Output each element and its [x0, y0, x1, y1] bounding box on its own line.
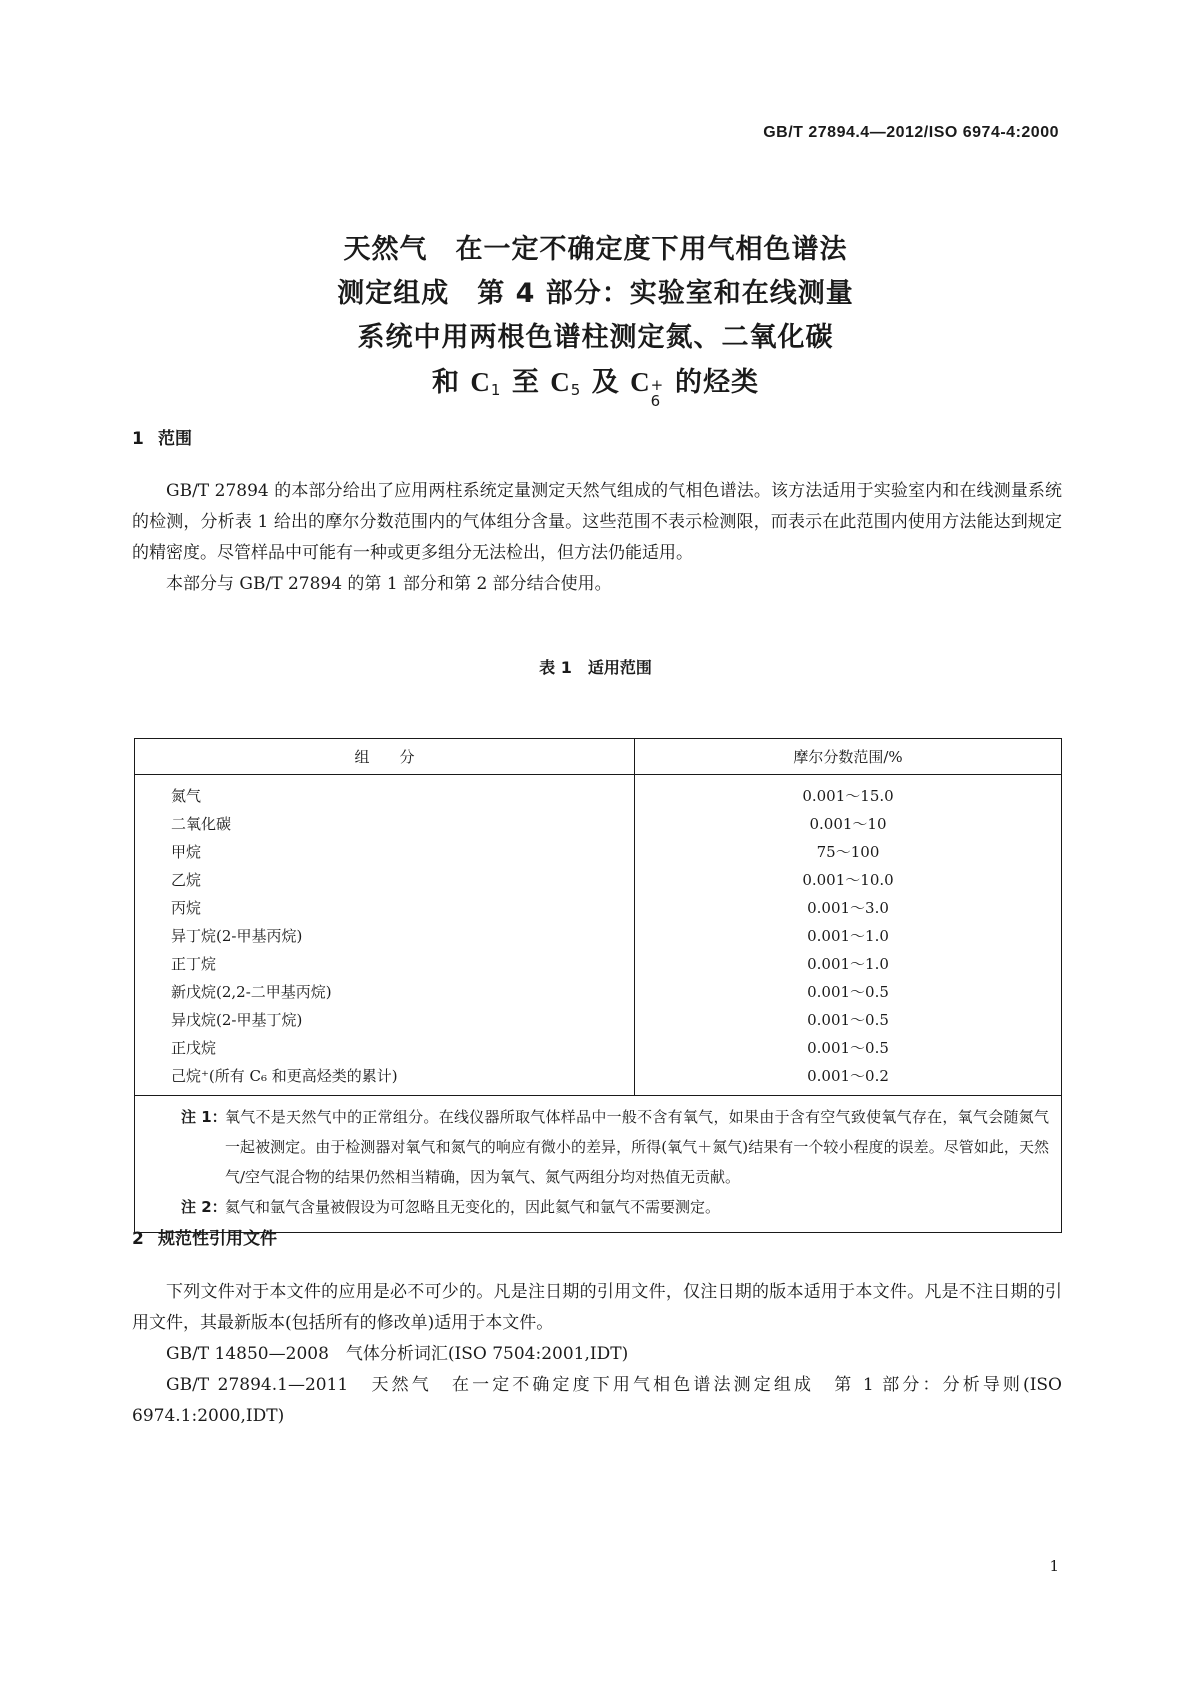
table-row [135, 1033, 1062, 1061]
paragraph: 下列文件对于本文件的应用是必不可少的。凡是注日期的引用文件，仅注日期的版本适用于本文件。凡是不注日期的引用文件，其最新版本(包括所有的修改单)适用于本文件。 [132, 1282, 1062, 1333]
title-text-to: 至 [501, 367, 551, 398]
table-row [135, 865, 1062, 893]
range-cell: 0.001～10.0 [802, 870, 894, 889]
component-cell: 二氧化碳 [135, 809, 635, 837]
range-cell: 0.001～10 [809, 814, 887, 833]
note-text: 氦气和氩气含量被假设为可忽略且无变化的，因此氦气和氩气不需要测定。 [225, 1198, 721, 1216]
table-note-2 [181, 1192, 1049, 1222]
superscript-plus: + [650, 376, 665, 394]
table-notes-row [135, 1096, 1062, 1233]
c6-plus-scripts [650, 375, 665, 410]
table-row [135, 809, 1062, 837]
normative-reference: GB/T 14850—2008 气体分析词汇(ISO 7504:2001,IDT) [166, 1344, 629, 1364]
component-cell: 异戊烷(2-甲基丁烷) [135, 1005, 635, 1033]
component-cell: 乙烷 [135, 865, 635, 893]
component-cell: 异丁烷(2-甲基丙烷) [135, 921, 635, 949]
table-note-1 [181, 1102, 1049, 1192]
component-cell: 氮气 [135, 775, 635, 810]
title-line-3: 系统中用两根色谱柱测定氮、二氧化碳 [357, 322, 834, 353]
range-cell: 0.001～1.0 [807, 926, 889, 945]
section-number: 2 [132, 1229, 144, 1249]
table-caption: 表 1 适用范围 [539, 658, 652, 677]
range-cell: 75～100 [816, 842, 880, 861]
component-cell: 己烷⁺(所有 C₆ 和更高烃类的累计) [135, 1061, 635, 1096]
subscript-5: 5 [570, 381, 582, 399]
page-number: 1 [1049, 1557, 1059, 1575]
range-cell: 0.001～0.5 [807, 1010, 889, 1029]
header-mole-fraction: 摩尔分数范围/% [635, 739, 1062, 775]
table-row [135, 837, 1062, 865]
chem-c6: C [630, 367, 651, 397]
note-label: 注 1： [181, 1108, 227, 1126]
section-title: 规范性引用文件 [158, 1229, 277, 1249]
table-row [135, 1005, 1062, 1033]
section-2-body [132, 1277, 1062, 1432]
paragraph: GB/T 27894 的本部分给出了应用两柱系统定量测定天然气组成的气相色谱法。该方法适用于实验室内和在线测量系统的检测，分析表 1 给出的摩尔分数范围内的气体组分含量。这些范围不表示检测限，而表示在此范围内使用方法能达到规定的精密度。尽管样品中可能有一种或更多组分无法检出，但方法仍能适用。 [132, 481, 1062, 563]
range-cell: 0.001～0.5 [807, 982, 889, 1001]
table-header-row [135, 739, 1062, 775]
table-row [135, 1061, 1062, 1096]
component-cell: 正丁烷 [135, 949, 635, 977]
component-cell: 丙烷 [135, 893, 635, 921]
range-cell: 0.001～0.5 [807, 1038, 889, 1057]
section-2-heading [132, 1224, 277, 1249]
subscript-6: 6 [650, 392, 662, 410]
section-title: 范围 [158, 429, 192, 449]
table-row [135, 977, 1062, 1005]
range-cell: 0.001～1.0 [807, 954, 889, 973]
component-cell: 甲烷 [135, 837, 635, 865]
document-title [0, 228, 1191, 412]
title-line-2: 测定组成 第 4 部分：实验室和在线测量 [337, 278, 854, 309]
table-notes [135, 1096, 1062, 1233]
title-text-and: 和 [431, 367, 471, 398]
table-row [135, 775, 1062, 810]
title-text-and-2: 及 [581, 367, 631, 398]
section-number: 1 [132, 429, 144, 449]
section-1-heading [132, 424, 192, 449]
section-1-body [132, 476, 1062, 600]
note-label: 注 2： [181, 1198, 227, 1216]
paragraph: 本部分与 GB/T 27894 的第 1 部分和第 2 部分结合使用。 [166, 574, 612, 594]
table-row [135, 949, 1062, 977]
chem-c1: C [470, 367, 491, 397]
table-row [135, 893, 1062, 921]
normative-reference: GB/T 27894.1—2011 天然气 在一定不确定度下用气相色谱法测定组成 第 1 部分：分析导则(ISO 6974.1:2000,IDT) [132, 1375, 1062, 1426]
subscript-1: 1 [490, 381, 502, 399]
title-line-4 [0, 360, 1191, 412]
table-row [135, 921, 1062, 949]
note-text: 氧气不是天然气中的正常组分。在线仪器所取气体样品中一般不含有氧气，如果由于含有空气致使氧气存在，氧气会随氮气一起被测定。由于检测器对氧气和氮气的响应有微小的差异，所得(氧气＋氮气)结果有一个较小程度的误差。尽管如此，天然气/空气混合物的结果仍然相当精确，因为氧气、氮气两组分均对热值无贡献。 [225, 1108, 1049, 1186]
standard-code: GB/T 27894.4—2012/ISO 6974-4:2000 [763, 124, 1059, 141]
range-cell: 0.001～3.0 [807, 898, 889, 917]
header-component: 组 分 [135, 739, 635, 775]
chem-c5: C [550, 367, 571, 397]
title-text-hydrocarbons: 的烃类 [664, 367, 760, 398]
range-cell: 0.001～15.0 [802, 786, 894, 805]
component-cell: 新戊烷(2,2-二甲基丙烷) [135, 977, 635, 1005]
component-cell: 正戊烷 [135, 1033, 635, 1061]
range-cell: 0.001～0.2 [807, 1066, 889, 1085]
applicable-range-table [134, 738, 1062, 1233]
title-line-1: 天然气 在一定不确定度下用气相色谱法 [343, 234, 848, 265]
